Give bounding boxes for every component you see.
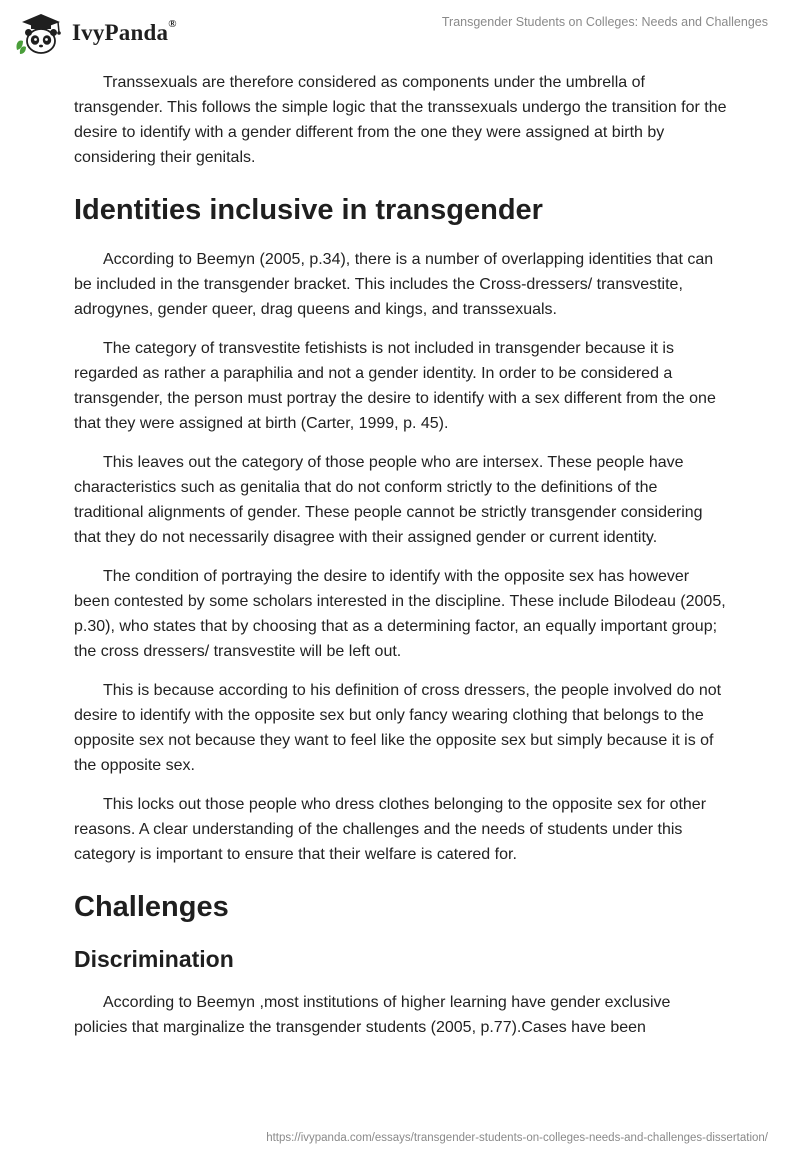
page-header bbox=[0, 0, 800, 64]
panda-graduate-icon bbox=[14, 10, 68, 56]
paragraph: The category of transvestite fetishists is not included in transgender because it is regarded as rather a paraphilia and not a gender identity. In order to be considered a transgender, the person must portray the desire to identify with a sex different from the one that they were assigned at birth (Carter, 1999, p. 45). bbox=[74, 340, 716, 432]
paragraph: This locks out those people who dress clothes belonging to the opposite sex for other reasons. A clear understanding of the challenges and the needs of students under this category is important to ensure that their welfare is catered for. bbox=[74, 796, 707, 863]
paragraph: This leaves out the category of those people who are intersex. These people have characteristics such as genitalia that do not conform strictly to the definitions of the traditional alignments of gender. These people cannot be strictly transgender considering that they do not necessarily disagree with their assigned gender or current identity. bbox=[74, 454, 703, 546]
ivypanda-logo[interactable] bbox=[14, 10, 177, 56]
paragraph: Transsexuals are therefore considered as components under the umbrella of transgender. This follows the simple logic that the transsexuals undergo the transition for the desire to identify with a gender different from the one they were assigned at birth by considering their genitals. bbox=[74, 74, 727, 166]
paragraph: According to Beemyn (2005, p.34), there is a number of overlapping identities that can be included in the transgender bracket. This includes the Cross-dressers/ transvestite, adrogynes, gender queer, drag queens and kings, and transsexuals. bbox=[74, 251, 714, 318]
paragraph: According to Beemyn ,most institutions of higher learning have gender exclusive policies that marginalize the transgender students (2005, p.77).Cases have been bbox=[74, 994, 671, 1036]
subsection-heading-discrimination: Discrimination bbox=[74, 946, 234, 972]
document-title: Transgender Students on Colleges: Needs and Challenges bbox=[441, 15, 768, 29]
section-heading-challenges: Challenges bbox=[74, 891, 229, 923]
section-heading-identities: Identities inclusive in transgender bbox=[74, 194, 543, 226]
essay-body bbox=[74, 70, 728, 1054]
paragraph: This is because according to his definition of cross dressers, the people involved do not desire to identify with the opposite sex but only fancy wearing clothing that belongs to the opposite sex not because they want to feel like the opposite sex but simply because it is of the opposite sex. bbox=[74, 682, 722, 774]
source-url[interactable]: https://ivypanda.com/essays/transgender-students-on-colleges-needs-and-challenges-dissertation/ bbox=[266, 1132, 768, 1144]
logo-text: IvyPanda® bbox=[72, 18, 177, 45]
paragraph: The condition of portraying the desire to identify with the opposite sex has however been contested by some scholars interested in the discipline. These include Bilodeau (2005, p.30), who states that by choosing that as a determining factor, an equally important group; the cross dressers/ transvestite will be left out. bbox=[74, 568, 726, 660]
